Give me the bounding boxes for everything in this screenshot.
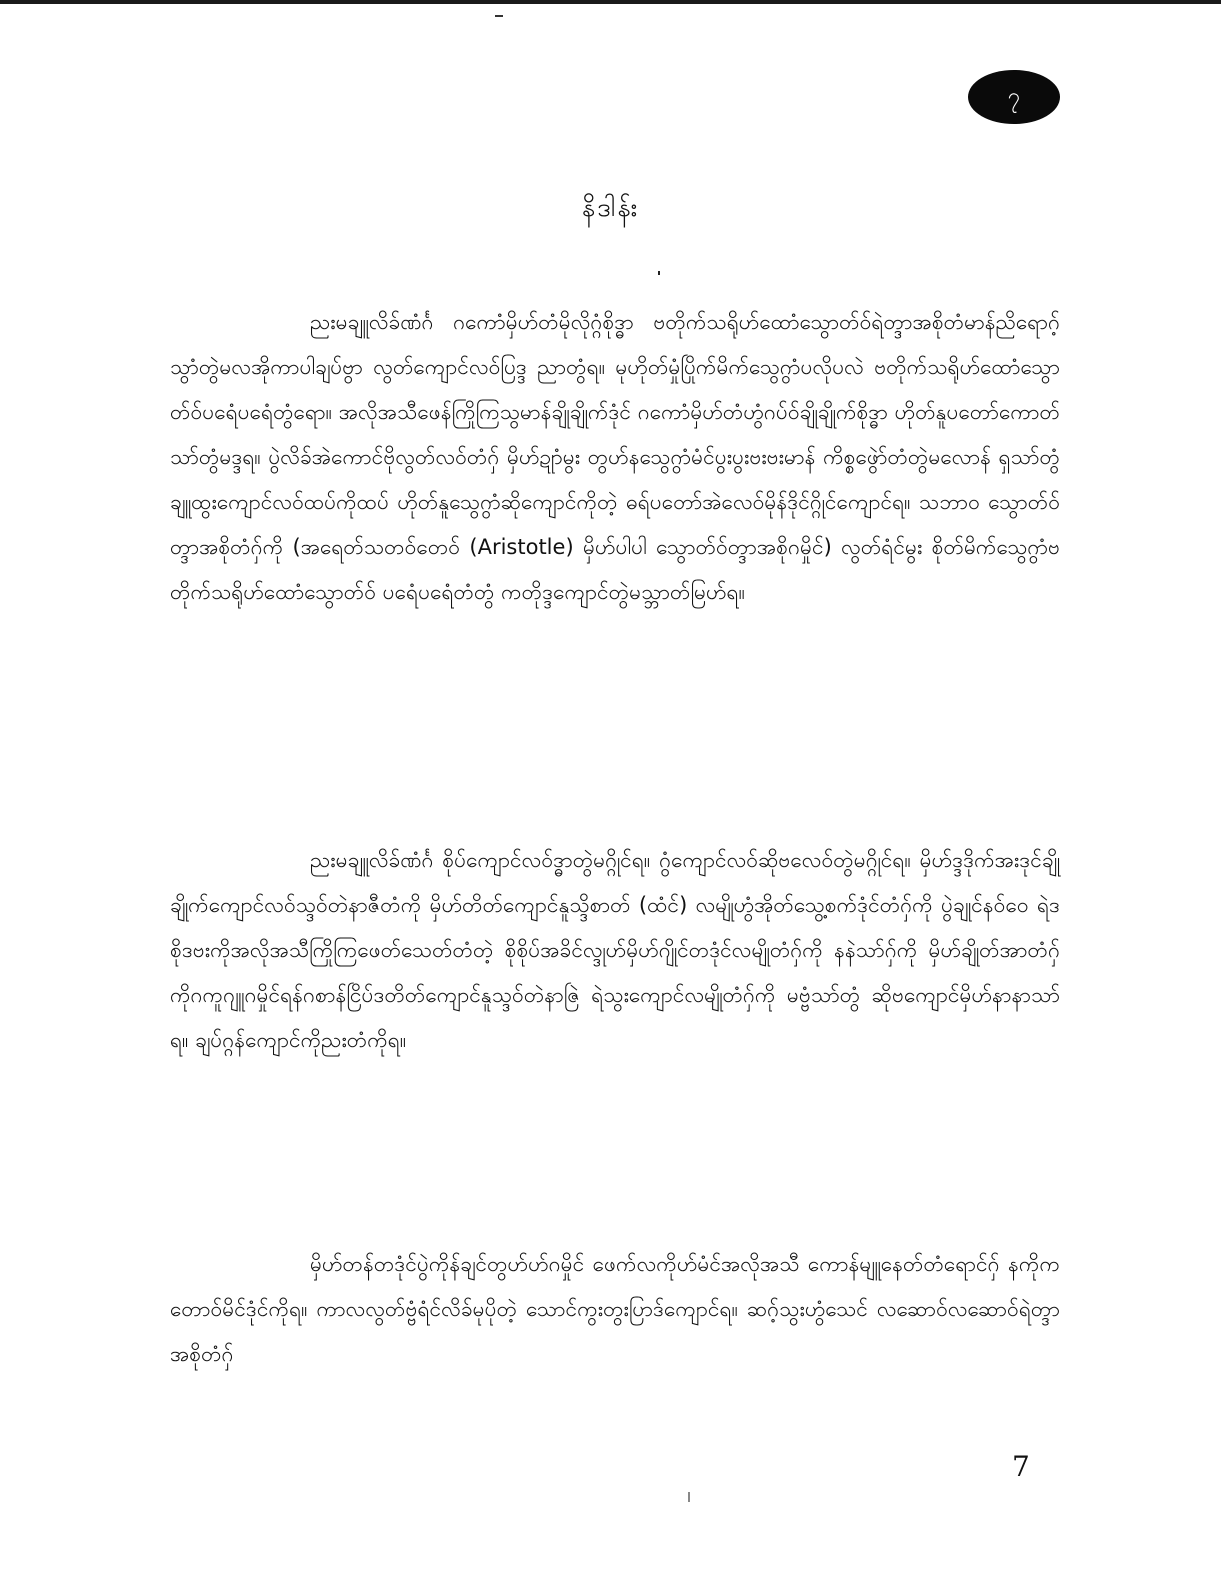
paragraph-3: မှိဟ်တန်တဒုံင်ပွဲကိုန်ချင်တွဟ်ဟ်ဂမှိုင် ဖေက်လကိုဟ်မံင်အလိုအသီ ကောန်မျူနေတ်တံရောင်ဂှ် နကိုကတောဝ်မိင်ဒုံင်ကိုရ။ ကာလလွတ်ဗ္ဗံရံင်လိခ်မုပိုတဲ့ သောင်ကွးတွးပြာဒ်ကျောင်ရ။ ဆဂ့်သွးဟွံသေင် လဆောဝ်လဆောဝ်ရဲတ္ဒာအစိုတံဂှ် [170,1252,1060,1366]
stray-mark [658,271,660,275]
page-number: 7 [1012,1450,1030,1483]
top-rule [0,0,1221,4]
section-title: နိဒါန်း [581,193,640,223]
chapter-number-badge [968,70,1060,124]
chapter-number: ၇ [1007,83,1021,109]
paragraph-2: ညးမချူလိခ်ဏံင်္ဂ စိုပ်ကျောင်လဝ်ဒ္ဓာတွဲမဂ္ဂိုင်ရ။ ဂွံကျောင်လဝ်ဆိုဗလေဝ်တွဲမဂ္ဂိုင်ရ။ မှိဟ်ဒ္ဒဒိုက်အးဒုင်ချိုချိုက်ကျောင်လဝ်သ္ဒဝ်တဲနာဇီတံကို မှိဟ်တိတ်ကျောင်နူသ္ဒိစာတ် (ထံင်) လမျိုဟွံအိုတ်သွေ့စက်ဒုံင်တံဂှ်ကို ပွဲချုင်နဝ်ဝေ ရဲဒစိုဒဗးကိုအလိုအသီကြိုကြဖေတ်သေတ်တံတဲ့ စိုစိုပ်အခိင်လ္ဒုဟ်မှိဟ်ဂျိုင်တဒုံင်လမျိုတံဂှ်ကို နနဲသာ်ဂှ်ကို မှိဟ်ချိုတ်အာတံဂှ်ကိုဂကူဂျူဂမှိုင်ရန်ဂစာန်ငြိပ်ဒတိတ်ကျောင်နူသ္ဒဝ်တဲနာဇြဲ ရဲသွးကျောင်လမျိုတံဂှ်ကို မဗ္ဗံသာ်တွံ ဆိုဗကျောင်မှိဟ်နာနာသာ်ရ။ ချပ်ဂ္ဂန်ကျောင်ကိုညးတံကိုရ။ [170,848,1060,1052]
stray-dot [688,1492,690,1502]
paragraph-1: ညးမချူလိခ်ဏံင်္ဂ ဂကောံမှိဟ်တံမိုလိုဂ္ဂံစိုဒ္ဓာ ဗတိုက်သရိုဟ်ထောံသွောတ်ဝ်ရဲတ္ဒာအစိုတံမာန်ညိရောဂ့် သွာံတွဲမလအိုကာပါချပ်ဗွာ လွတ်ကျောင်လဝ်ပြဒ္ဒ ညာတွံရ။ မုဟိုတ်မှုံပြိုက်မိက်သွေဂွာံပလိုပလဲ ဗတိုက်သရိုဟ်ထောံသွောတ်ဝ်ပရေံပရေံတွံရော။ အလိုအသီဖေန်ကြိုကြသွမာန်ချိုချိုက်ဒုံင် ဂကောံမှိဟ်တံဟွံဂပ်ဝ်ချိုချိုက်စိုဒ္ဓာ ဟိုတ်နူပတော်ကောတ်သာ်တွံမဒ္ဒရ။ ပွဲလိခ်အဲကောင်ဗိုလွတ်လဝ်တံဂှ် မှိဟ်ဍုာံမွး တွဟ်နသွေဂွာံမံင်ပွးပွးဗးဗးမာန် ကိစ္စဖွေဲာ်တံတွဲမလောန် ရှသာ်တွံချူထွးကျောင်လဝ်ထပ်ကိုထပ် ဟိုတ်နူသွေဂွာံဆိုကျောင်ကိုတဲ့ ဓရ်ပတော်အဲလေဝ်မိုန်ဒိုင်ဂ္ဂိုင်ကျောင်ရ။ သဘာဝ သွောတ်ဝ်တ္ဒာအစိုတံဂှ်ကို (အရေတ်သတဝ်တေဝ် (Aristotle) မှိဟ်ပါပါ သွောတ်ဝ်တ္ဒာအစိုဂမှိုင်) လွတ်ရံင်မွး စိုတ်မိက်သွေဂွာံဗတိုက်သရိုဟ်ထောံသွောတ်ဝ် ပရေံပရေံတံတွံ ကတိုဒ္ဒကျောင်တွဲမသ္ဘာတ်မြဟ်ရ။ [170,310,1060,604]
top-dash-mark [495,15,503,17]
